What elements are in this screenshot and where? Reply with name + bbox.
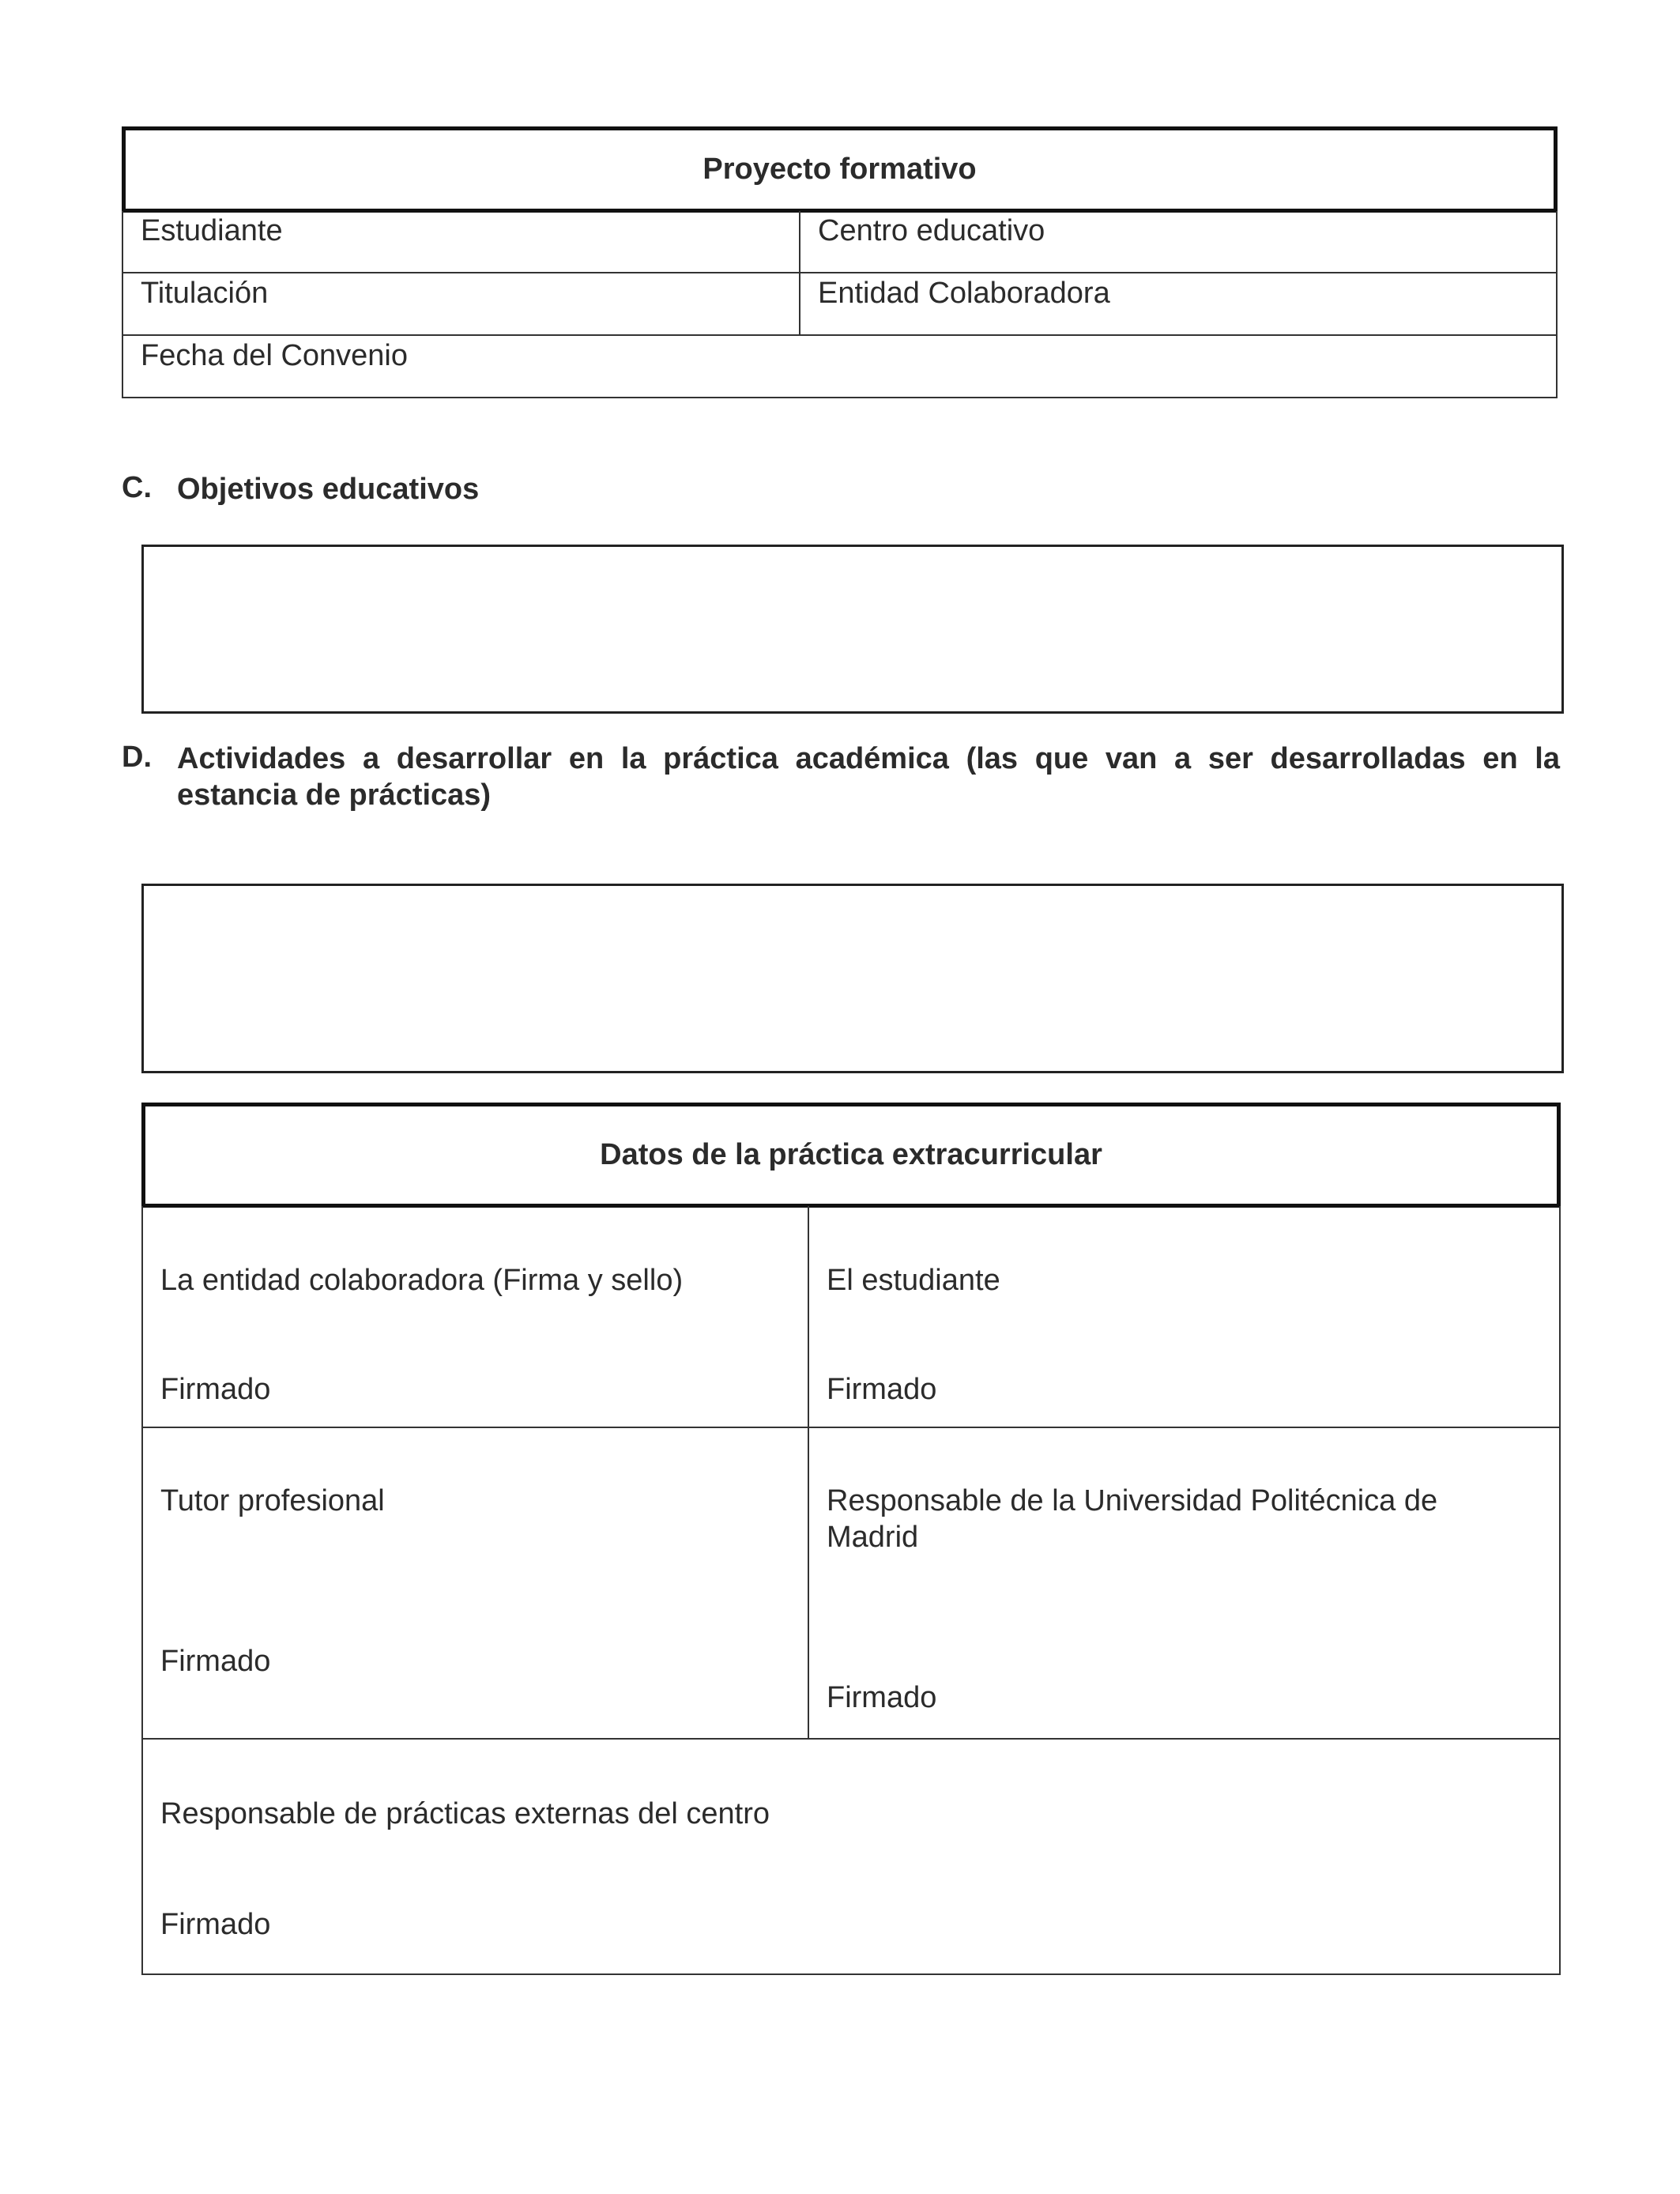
responsable-upm-signature-cell[interactable] [808, 1428, 1559, 1738]
table-row [143, 1206, 1559, 1428]
entidad-signature-cell[interactable] [143, 1206, 808, 1427]
section-d-heading [122, 741, 1560, 820]
objetivos-input-box[interactable] [141, 545, 1564, 714]
entidad-colaboradora-label: Entidad Colaboradora [818, 277, 1110, 310]
responsable-centro-label: Responsable de prácticas externas del centro [160, 1797, 770, 1830]
section-d-letter: D. [122, 741, 152, 774]
firmado-label: Firmado [827, 1373, 937, 1406]
signature-table [141, 1206, 1561, 1975]
fecha-convenio-field[interactable] [123, 336, 1556, 398]
table-row [123, 273, 1556, 336]
table-row [123, 211, 1556, 273]
responsable-centro-signature-cell[interactable] [143, 1740, 1559, 1975]
proyecto-formativo-title: Proyecto formativo [122, 126, 1558, 213]
firmado-label: Firmado [160, 1373, 271, 1406]
entidad-colaboradora-field[interactable] [799, 273, 1556, 334]
estudiante-field[interactable] [123, 211, 799, 272]
titulacion-label: Titulación [141, 277, 269, 310]
titulacion-field[interactable] [123, 273, 799, 334]
table-row [143, 1740, 1559, 1975]
table-row [123, 336, 1556, 398]
tutor-profesional-label: Tutor profesional [160, 1484, 385, 1517]
centro-educativo-field[interactable] [799, 211, 1556, 272]
fecha-convenio-label: Fecha del Convenio [141, 339, 408, 372]
actividades-input-box[interactable] [141, 884, 1564, 1073]
estudiante-signature-label: El estudiante [827, 1264, 1000, 1297]
section-c-title: Objetivos educativos [177, 473, 480, 506]
section-c-letter: C. [122, 471, 152, 504]
firmado-label: Firmado [827, 1681, 937, 1714]
firmado-label: Firmado [160, 1645, 271, 1678]
section-c-heading [122, 471, 1560, 511]
estudiante-label: Estudiante [141, 214, 283, 247]
responsable-upm-label: Responsable de la Universidad Politécnica de Madrid [827, 1484, 1438, 1554]
datos-practica-title: Datos de la práctica extracurricular [141, 1103, 1561, 1208]
section-d-title: Actividades a desarrollar en la práctica académica (las que van a ser desarrolladas en la estancia de prácticas) [177, 742, 1560, 812]
proyecto-info-table [122, 211, 1558, 398]
estudiante-signature-cell[interactable] [808, 1206, 1559, 1427]
entidad-colaboradora-signature-label: La entidad colaboradora (Firma y sello) [160, 1264, 684, 1297]
centro-educativo-label: Centro educativo [818, 214, 1045, 247]
table-row [143, 1428, 1559, 1740]
firmado-label: Firmado [160, 1908, 271, 1941]
tutor-signature-cell[interactable] [143, 1428, 808, 1738]
